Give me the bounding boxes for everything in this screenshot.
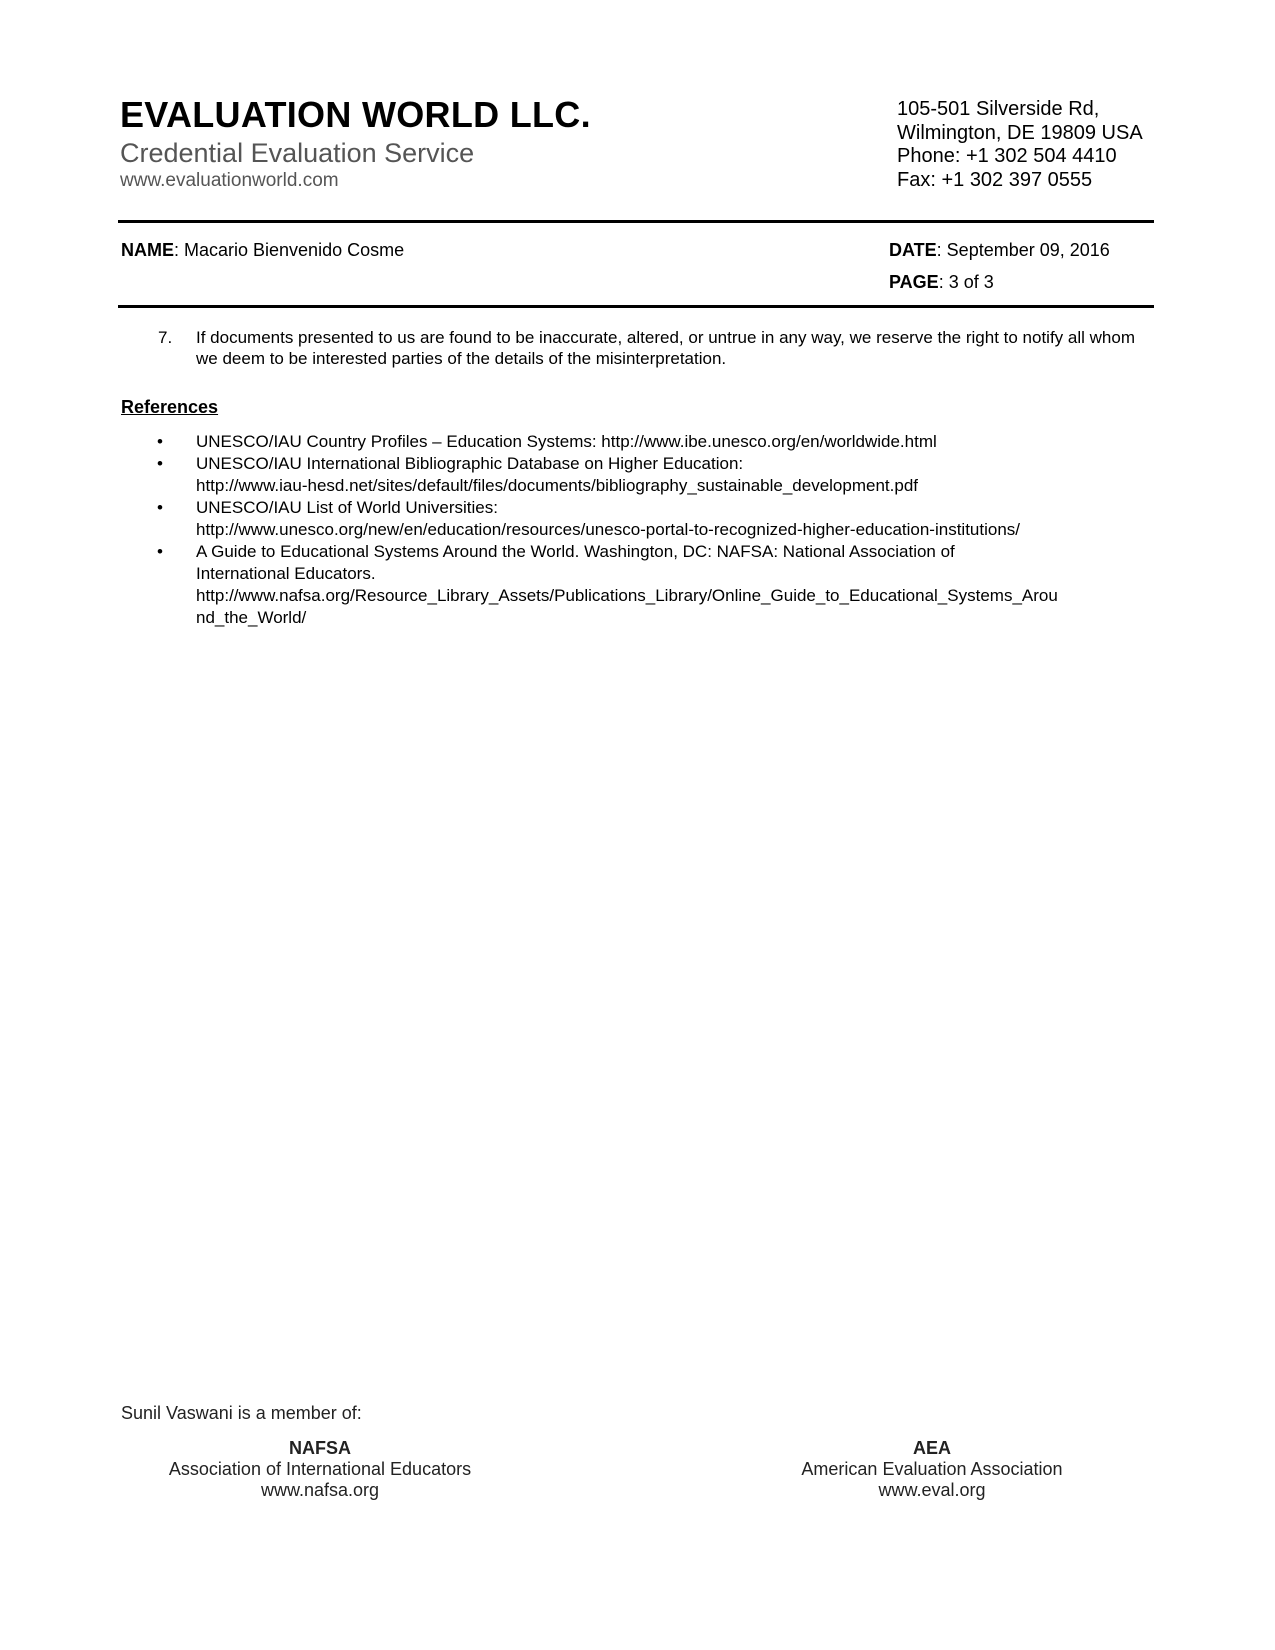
association-abbr: NAFSA <box>289 1438 351 1458</box>
address-line: 105-501 Silverside Rd, <box>897 98 1100 120</box>
association-url[interactable]: www.nafsa.org <box>260 1480 380 1500</box>
association-name: American Evaluation Association <box>801 1459 1063 1479</box>
reference-line: UNESCO/IAU List of World Universities: <box>196 498 498 517</box>
header-divider <box>118 220 1154 223</box>
reference-item <box>120 541 1160 629</box>
date-value: : September 09, 2016 <box>936 240 1110 260</box>
page-value: : 3 of 3 <box>938 272 994 292</box>
company-subtitle: Credential Evaluation Service <box>120 138 475 168</box>
bullet-icon: • <box>157 432 163 451</box>
item-number: 7. <box>158 328 173 347</box>
name-value: : Macario Bienvenido Cosme <box>174 240 405 260</box>
reference-link[interactable]: nd_the_World/ <box>196 608 307 627</box>
fax-line: Fax: +1 302 397 0555 <box>897 168 1093 191</box>
name-field <box>121 240 404 261</box>
bullet-icon: • <box>157 454 163 473</box>
references-list <box>120 431 1160 629</box>
bullet-icon: • <box>157 498 163 517</box>
reference-line: A Guide to Educational Systems Around the World. Washington, DC: NAFSA: National Association of <box>196 542 955 561</box>
company-address <box>897 98 1143 192</box>
item-text: If documents presented to us are found to be inaccurate, altered, or untrue in any way, we reserve the right to notify all whom we deem to be interested parties of the details of the misinterpretation. <box>196 328 1135 368</box>
reference-item <box>120 497 1160 541</box>
page-field <box>889 272 994 293</box>
company-name: EVALUATION WORLD LLC. <box>120 94 591 135</box>
bullet-icon: • <box>157 542 163 561</box>
address-line: Wilmington, DE 19809 USA <box>897 121 1143 144</box>
date-field <box>889 240 1110 261</box>
meta-divider <box>118 305 1154 308</box>
phone-line: Phone: +1 302 504 4410 <box>897 145 1117 167</box>
reference-link[interactable]: http://www.unesco.org/new/en/education/resources/unesco-portal-to-recognized-higher-education-institutions/ <box>196 520 1021 539</box>
reference-line: UNESCO/IAU International Bibliographic Database on Higher Education: <box>196 454 744 473</box>
association-url[interactable]: www.eval.org <box>878 1480 986 1500</box>
association-name: Association of International Educators <box>168 1459 472 1479</box>
reference-item <box>120 453 1160 497</box>
association-aea <box>722 1438 1142 1501</box>
reference-link[interactable]: http://www.iau-hesd.net/sites/default/files/documents/bibliography_sustainable_development.pdf <box>196 476 918 495</box>
references-heading: References <box>121 397 219 417</box>
member-text: Sunil Vaswani is a member of: <box>121 1403 362 1423</box>
reference-line: UNESCO/IAU Country Profiles – Education Systems: http://www.ibe.unesco.org/en/worldwide.html <box>196 432 937 451</box>
association-abbr: AEA <box>912 1438 951 1458</box>
reference-link[interactable]: http://www.nafsa.org/Resource_Library_Assets/Publications_Library/Online_Guide_to_Educational_Systems_Arou <box>196 586 1058 605</box>
company-website: www.evaluationworld.com <box>120 170 339 191</box>
association-nafsa <box>110 1438 530 1501</box>
name-label: NAME <box>121 240 174 260</box>
reference-item <box>120 431 1160 453</box>
page-label: PAGE <box>889 272 939 292</box>
date-label: DATE <box>889 240 937 260</box>
reference-line: International Educators. <box>196 564 376 583</box>
